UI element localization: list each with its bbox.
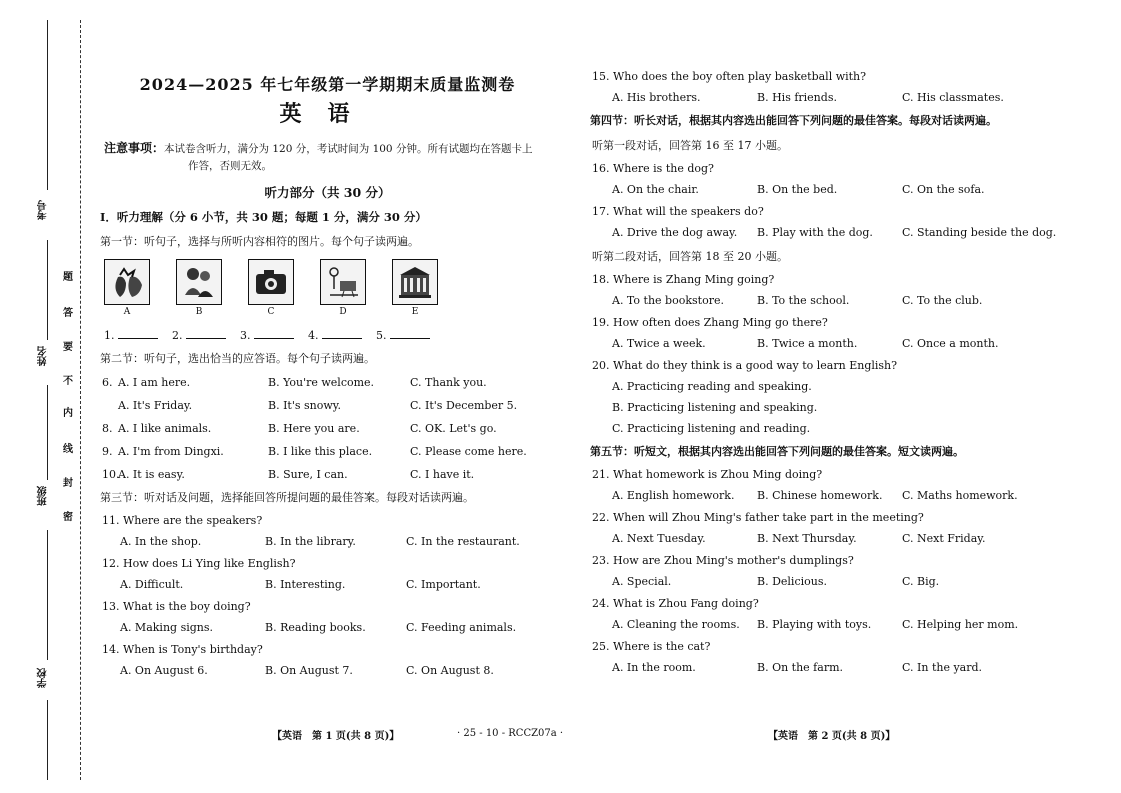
playground-icon [320,259,366,305]
xuexiao-line [47,530,48,660]
question-text: 11. Where are the speakers? [102,514,263,527]
question-text: 25. Where is the cat? [592,640,711,653]
dialog-instruction: 听第一段对话，回答第 16 至 17 小题。 [592,139,788,152]
seal-dashed-line [80,20,81,780]
exam-title: 2024—2025 年七年级第一学期期末质量监测卷 [139,75,516,94]
right-column [590,70,1090,674]
question-text: 19. How often does Zhang Ming go there? [592,316,828,329]
camera-icon [248,259,294,305]
picture-label: C [267,307,275,317]
seal-char: 答 [63,308,73,319]
question-text: 21. What homework is Zhou Ming doing? [592,468,823,481]
xingming-line [47,240,48,340]
seal-char: 题 [63,272,73,283]
seal-char: 密 [63,512,73,523]
option-line: C. Practicing listening and reading. [612,422,811,435]
picture-b [176,259,222,317]
bottom-line [47,700,48,780]
page-code: · 25 - 10 - RCCZ07a · [457,728,564,739]
picture-a [104,259,150,317]
seal-char: 线 [63,444,73,455]
blank-item: 2. [172,329,226,342]
question-text: 17. What will the speakers do? [592,205,764,218]
question-options: A. Cleaning the rooms. B. Playing with toys. C. Helping her mom. [612,618,1019,631]
question-text: 23. How are Zhou Ming's mother's dumplings? [592,554,854,567]
picture-e [392,259,438,317]
blank-item: 5. [376,329,430,342]
blank-item: 4. [308,329,362,342]
question-options: A. On the chair. B. On the bed. C. On the sofa. [612,183,985,196]
question-text: 24. What is Zhou Fang doing? [592,597,759,610]
kaohao-label: 考号 [38,200,49,220]
notice-text-cont: 作答，否则无效。 [188,160,272,172]
section1-instruction: 第一节：听句子，选择与所听内容相符的图片。每个句子读两遍。 [100,235,419,248]
picture-label: B [195,307,203,317]
answer-blanks [100,329,555,342]
picture-c [248,259,294,317]
question-text: 18. Where is Zhang Ming going? [592,273,775,286]
kaohao-line [47,20,48,190]
banji-line [47,385,48,480]
question-options: A. In the room. B. On the farm. C. In the yard. [612,661,983,674]
question-row: A. It's Friday. B. It's snowy. C. It's December 5. [118,399,518,412]
dialog-instruction: 听第二段对话，回答第 18 至 20 小题。 [592,250,788,263]
people-icon [176,259,222,305]
picture-row [100,259,555,317]
seal-char: 内 [63,408,73,419]
question-row: 8. A. I like animals. B. Here you are. C. OK. Let's go. [102,422,497,435]
page-footer-right: 【英语 第 2 页(共 8 页)】 [768,731,896,742]
question-text: 16. Where is the dog? [592,162,714,175]
question-options: A. English homework. B. Chinese homework. C. Maths homework. [612,489,1018,502]
strawberry-icon [104,259,150,305]
question-text: 22. When will Zhou Ming's father take part in the meeting? [592,511,924,524]
listening-section-title: 听力部分（共 30 分） [264,185,391,200]
xingming-label: 姓名 [38,346,49,366]
question-options: A. Twice a week. B. Twice a month. C. Once a month. [612,337,999,350]
question-options: A. Special. B. Delicious. C. Big. [612,575,940,588]
seal-char: 要 [63,342,73,353]
blank-item: 3. [240,329,294,342]
picture-label: A [123,307,131,317]
question-text: 14. When is Tony's birthday? [102,643,263,656]
question-options: A. In the shop. B. In the library. C. In the restaurant. [120,535,520,548]
question-options: A. Drive the dog away. B. Play with the dog. C. Standing beside the dog. [612,226,1057,239]
option-line: A. Practicing reading and speaking. [612,380,812,393]
picture-label: E [411,307,419,317]
question-options: A. His brothers. B. His friends. C. His classmates. [612,91,1004,104]
question-text: 12. How does Li Ying like English? [102,557,296,570]
question-text: 13. What is the boy doing? [102,600,251,613]
blank-item: 1. [104,329,158,342]
question-options: A. Making signs. B. Reading books. C. Feeding animals. [120,621,517,634]
picture-label: D [339,307,347,317]
question-row: 6. A. I am here. B. You're welcome. C. Thank you. [102,376,487,389]
seal-char: 不 [63,376,73,387]
question-text: 15. Who does the boy often play basketball with? [592,70,867,83]
notice-text: 本试卷含听力，满分为 120 分，考试时间为 100 分钟。所有试题均在答题卡上 [164,143,533,155]
picture-d [320,259,366,317]
xuexiao-label: 学校 [38,668,49,688]
question-row: 9. A. I'm from Dingxi. B. I like this place. C. Please come here. [102,445,527,458]
part-one-title: Ⅰ．听力理解（分 6 小节，共 30 题；每题 1 分，满分 30 分） [100,210,427,224]
question-options: A. Difficult. B. Interesting. C. Important. [120,578,481,591]
question-text: 20. What do they think is a good way to learn English? [592,359,898,372]
page-footer-left: 【英语 第 1 页(共 8 页)】 [272,731,400,742]
subject-title: 英语 [279,101,376,127]
question-options: A. On August 6. B. On August 7. C. On August 8. [120,664,494,677]
building-icon [392,259,438,305]
section2-instruction: 第二节：听句子，选出恰当的应答语。每个句子读两遍。 [100,352,375,365]
question-row: 10. A. It is easy. B. Sure, I can. C. I have it. [102,468,475,481]
seal-char: 封 [63,478,73,489]
option-line: B. Practicing listening and speaking. [612,401,818,414]
banji-label: 班级 [38,486,49,506]
notice-label: 注意事项： [104,141,165,155]
notice [100,140,555,175]
section4-instruction: 第四节：听长对话，根据其内容选出能回答下列问题的最佳答案。每段对话读两遍。 [590,114,997,127]
question-options: A. Next Tuesday. B. Next Thursday. C. Next Friday. [612,532,986,545]
question-options: A. To the bookstore. B. To the school. C. To the club. [612,294,983,307]
section3-instruction: 第三节：听对话及问题，选择能回答所提问题的最佳答案。每段对话读两遍。 [100,491,474,504]
left-column [100,70,555,677]
section5-instruction: 第五节：听短文，根据其内容选出能回答下列问题的最佳答案。短文读两遍。 [590,445,964,458]
